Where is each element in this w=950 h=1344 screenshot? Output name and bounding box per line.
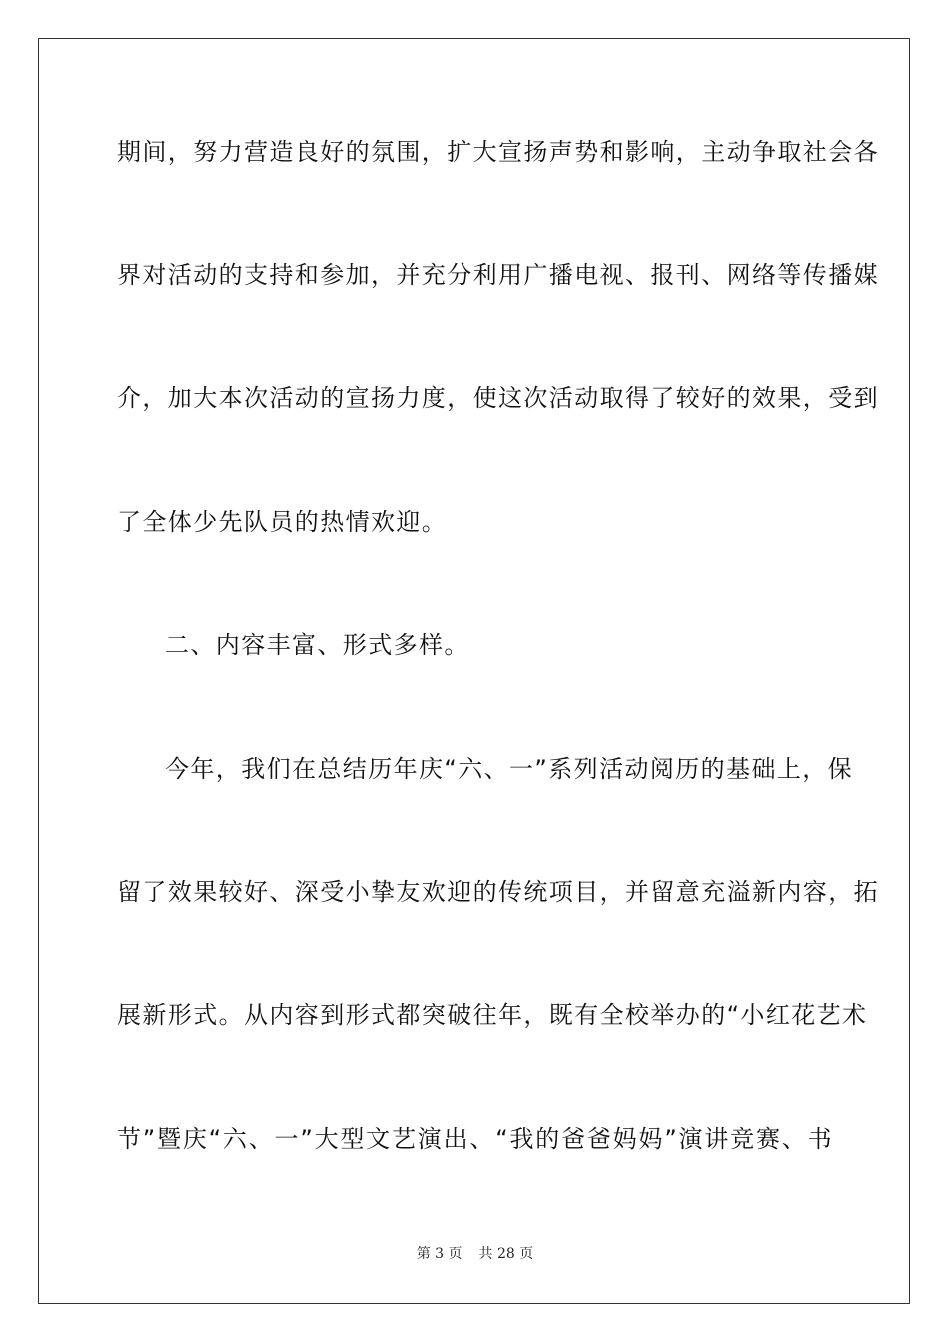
paragraph-line: 介，加大本次活动的宣扬力度，使这次活动取得了较好的效果，受到 xyxy=(117,384,879,412)
page-frame xyxy=(38,38,910,1304)
paragraph-line: 留了效果较好、深受小挚友欢迎的传统项目，并留意充溢新内容，拓 xyxy=(117,878,879,906)
paragraph-line: 节”暨庆“六、一”大型文艺演出、“我的爸爸妈妈”演讲竞赛、书 xyxy=(117,1125,833,1153)
page-number: 第 3 页 xyxy=(416,1246,463,1262)
section-heading: 二、内容丰富、形式多样。 xyxy=(165,631,470,659)
paragraph-line: 今年，我们在总结历年庆“六、一”系列活动阅历的基础上，保 xyxy=(165,755,854,783)
paragraph-line: 期间，努力营造良好的氛围，扩大宣扬声势和影响，主动争取社会各 xyxy=(117,138,879,166)
paragraph-line: 界对活动的支持和参加，并充分利用广播电视、报刊、网络等传播媒 xyxy=(117,261,879,289)
page-footer xyxy=(0,1245,950,1263)
total-pages: 共 28 页 xyxy=(478,1246,534,1262)
paragraph-line: 展新形式。从内容到形式都突破往年，既有全校举办的“小红花艺术 xyxy=(117,1001,868,1029)
paragraph-line: 了全体少先队员的热情欢迎。 xyxy=(117,508,448,536)
